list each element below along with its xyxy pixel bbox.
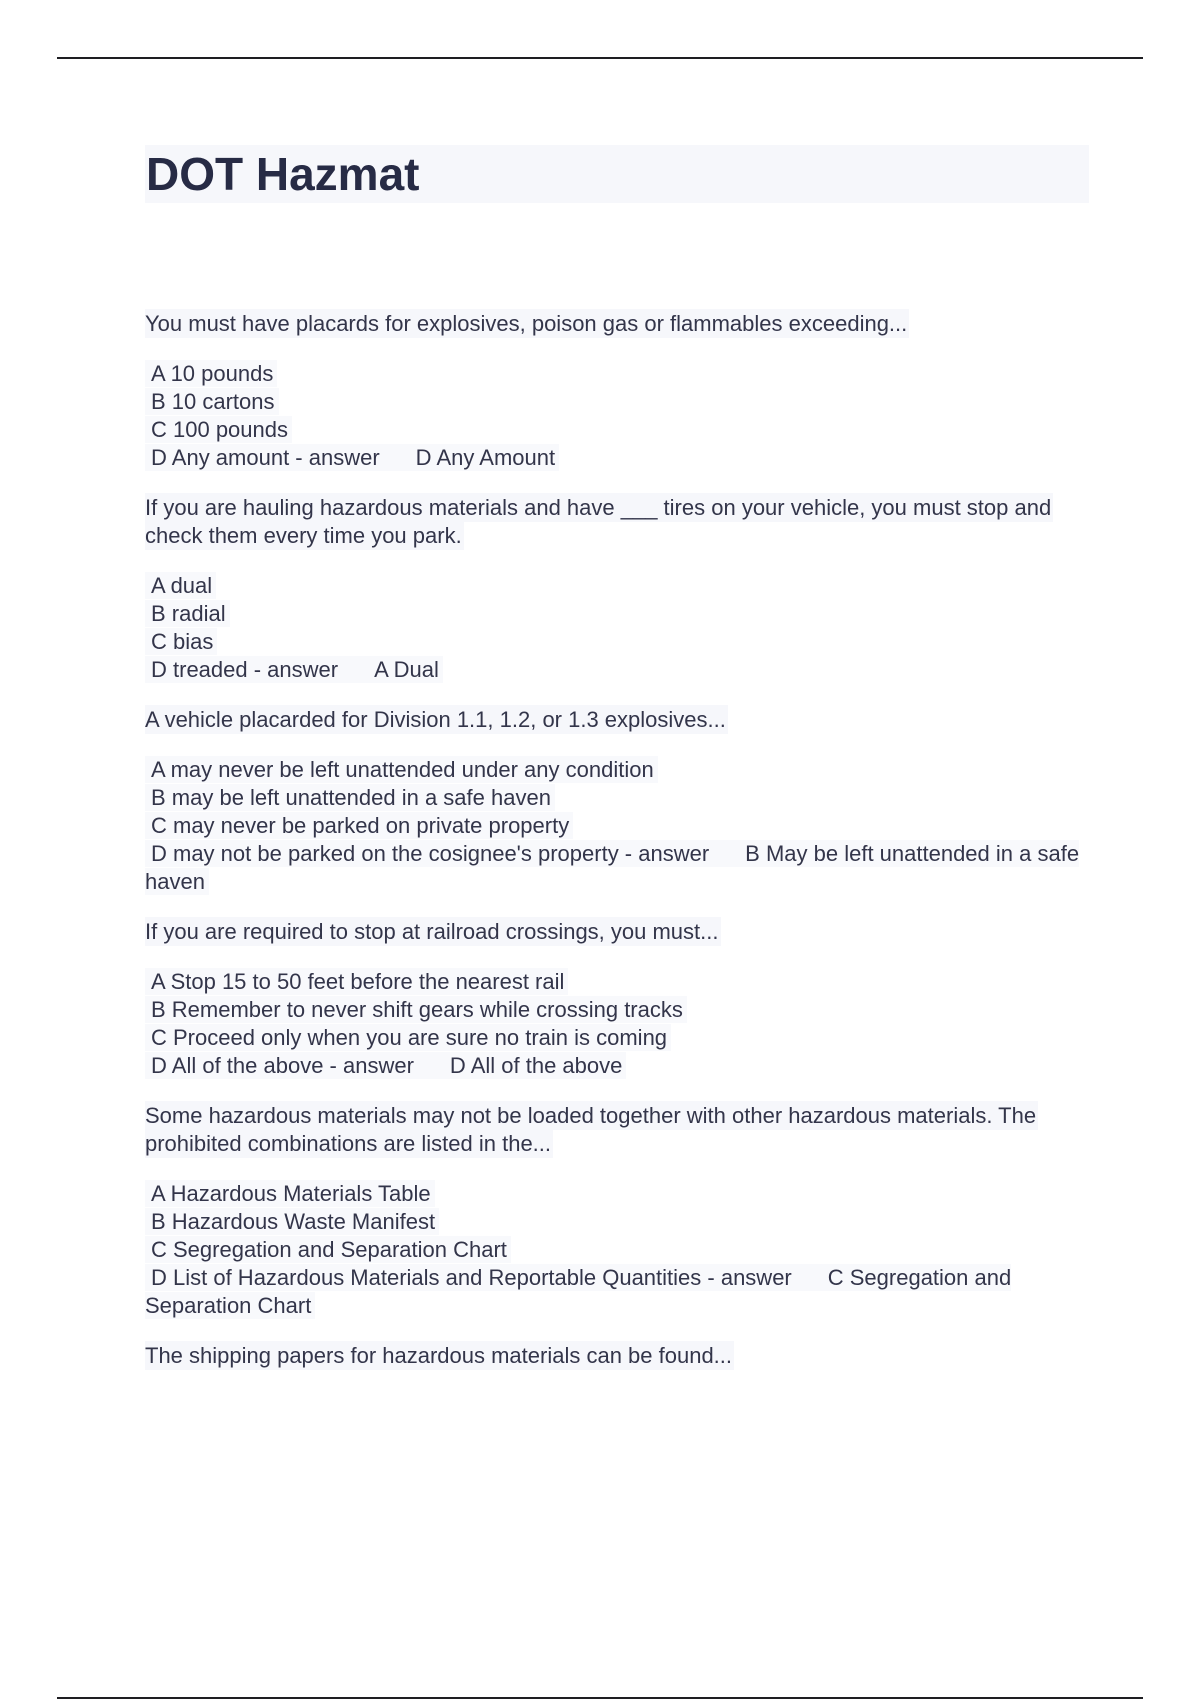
option-with-answer [145,840,1085,896]
option: A Stop 15 to 50 feet before the nearest rail [145,968,1085,996]
answer-options [145,968,1085,1080]
answer-key: D Any Amount [415,445,556,470]
question-text: If you are hauling hazardous materials and have ___ tires on your vehicle, you must stop and check them every time you park. [145,495,1052,548]
option-with-answer [145,656,1085,684]
option: A 10 pounds [145,360,1085,388]
option: C 100 pounds [145,416,1085,444]
answer-key: A Dual [374,657,439,682]
bottom-rule [57,1697,1143,1699]
option: A dual [145,572,1085,600]
option: B radial [145,600,1085,628]
top-rule [57,57,1143,59]
answer-key: D All of the above [449,1053,623,1078]
option-with-answer [145,1052,1085,1080]
question-text: The shipping papers for hazardous materials can be found... [145,1343,733,1368]
option: B Hazardous Waste Manifest [145,1208,1085,1236]
option: C may never be parked on private property [145,812,1085,840]
option: C bias [145,628,1085,656]
question-text: If you are required to stop at railroad crossings, you must... [145,919,719,944]
answer-options [145,1180,1085,1320]
question-text: You must have placards for explosives, poison gas or flammables exceeding... [145,311,908,336]
answer-key: C Segregation and Separation Chart [145,1265,1012,1318]
answer-key: B May be left unattended in a safe haven [145,841,1080,894]
option: B 10 cartons [145,388,1085,416]
answer-options [145,572,1085,684]
option: B may be left unattended in a safe haven [145,784,1085,812]
question-block [145,1102,1085,1320]
question-text: Some hazardous materials may not be loaded together with other hazardous materials. The prohibited combinations are listed in the... [145,1103,1037,1156]
option: D List of Hazardous Materials and Reportable Quantities - answer [151,1265,792,1290]
option: D treaded - answer [151,657,339,682]
question-block [145,706,1085,896]
option: C Segregation and Separation Chart [145,1236,1085,1264]
option: D All of the above - answer [151,1053,414,1078]
option: B Remember to never shift gears while crossing tracks [145,996,1085,1024]
question-text: A vehicle placarded for Division 1.1, 1.2, or 1.3 explosives... [145,707,726,732]
option: A may never be left unattended under any condition [145,756,1085,784]
question-block [145,310,1085,472]
option: D may not be parked on the cosignee's property - answer [151,841,710,866]
question-list [145,310,1085,1392]
option-with-answer [145,444,1085,472]
answer-options [145,756,1085,896]
option: C Proceed only when you are sure no train is coming [145,1024,1085,1052]
page-title: DOT Hazmat [146,148,420,200]
question-block [145,1342,1085,1370]
option: D Any amount - answer [151,445,380,470]
option: A Hazardous Materials Table [145,1180,1085,1208]
answer-options [145,360,1085,472]
option-with-answer [145,1264,1085,1320]
question-block [145,494,1085,684]
question-block [145,918,1085,1080]
